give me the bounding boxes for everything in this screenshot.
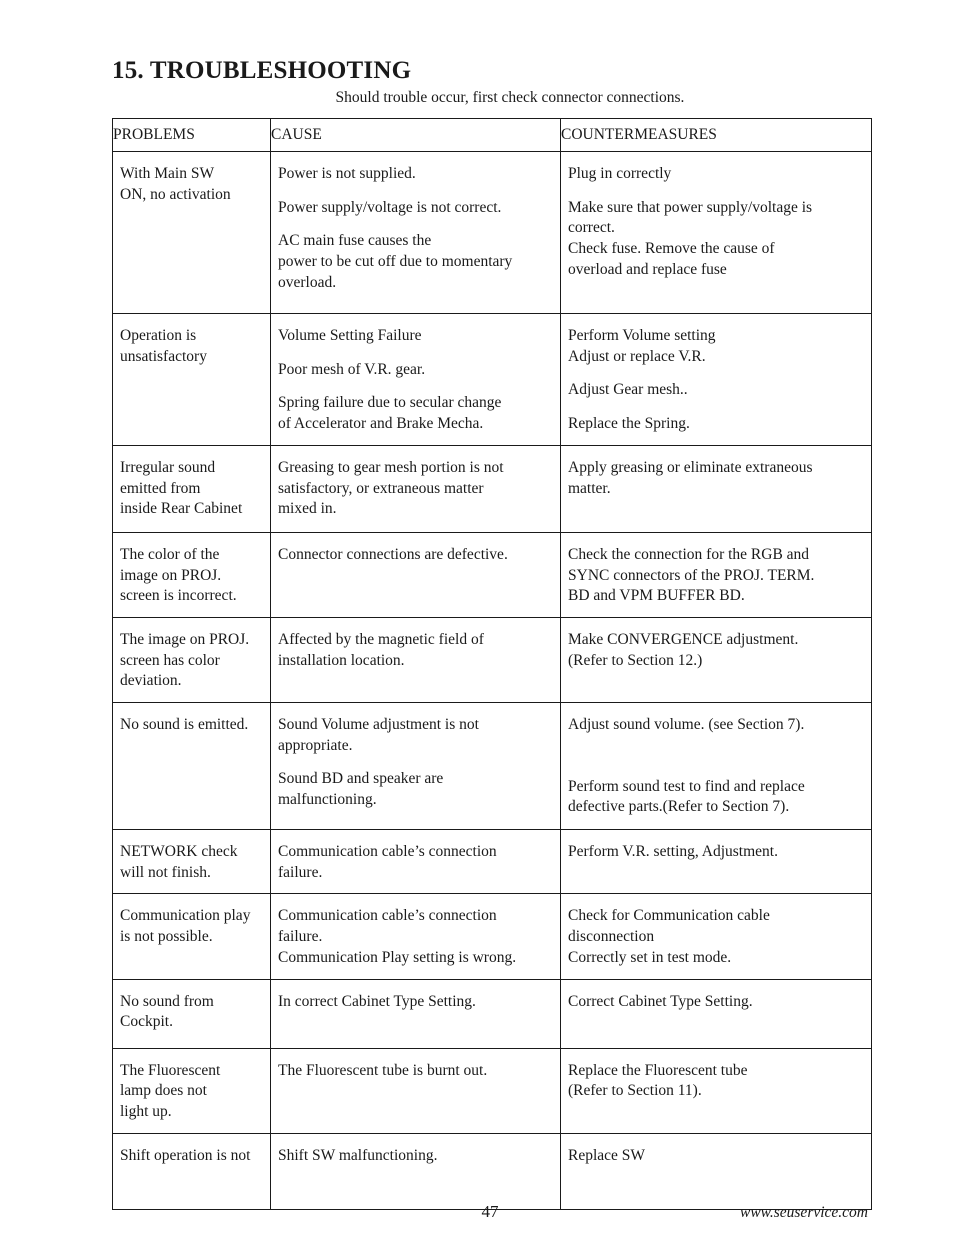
countermeasure-text: Perform V.R. setting, Adjustment.: [568, 843, 778, 861]
table-row: [113, 314, 872, 446]
problem-cell: [113, 445, 271, 532]
countermeasure-cell: [561, 617, 872, 702]
countermeasure-text: Perform Volume setting Adjust or replace V.R.: [568, 327, 716, 365]
page-subtitle: Should trouble occur, first check connector connections.: [335, 89, 685, 106]
countermeasure-text: Check the connection for the RGB and SYNC connectors of the PROJ. TERM. BD and VPM BUFFER BD.: [568, 545, 815, 605]
table-row: [113, 1133, 872, 1209]
table-body: [113, 152, 872, 1210]
problem-text: Shift operation is not: [120, 1146, 251, 1164]
cause-text: Greasing to gear mesh portion is not satisfactory, or extraneous matter mixed in.: [278, 458, 504, 518]
countermeasure-cell: [561, 532, 872, 617]
table-row: [113, 152, 872, 314]
countermeasure-text: Replace SW: [568, 1146, 646, 1164]
countermeasure-text: Replace the Fluorescent tube (Refer to Section 11).: [568, 1061, 748, 1100]
countermeasure-text: Replace the Spring.: [568, 415, 690, 433]
countermeasure-cell: [561, 152, 872, 314]
cause-text: Connector connections are defective.: [278, 545, 508, 563]
countermeasure-cell: [561, 894, 872, 979]
table-header-row: [113, 119, 872, 152]
page-title: 15. TROUBLESHOOTING: [112, 57, 412, 84]
cause-cell: [271, 830, 561, 894]
problem-cell: [113, 532, 271, 617]
countermeasure-cell: [561, 979, 872, 1048]
cause-text: Communication cable’s connection failure. Communication Play setting is wrong.: [278, 907, 517, 966]
header-countermeasures: COUNTERMEASURES: [561, 119, 872, 152]
problem-cell: [113, 894, 271, 979]
table-row: [113, 617, 872, 702]
cause-text: AC main fuse causes the power to be cut off due to momentary overload.: [278, 232, 513, 291]
problem-text: Operation is unsatisfactory: [120, 327, 207, 365]
problem-text: No sound from Cockpit.: [120, 992, 214, 1031]
problem-cell: [113, 617, 271, 702]
countermeasure-cell: [561, 830, 872, 894]
countermeasure-text: Make sure that power supply/voltage is correct. Check fuse. Remove the cause of overload and replace fuse: [568, 198, 813, 278]
cause-text: Shift SW malfunctioning.: [278, 1146, 438, 1164]
table-row: [113, 979, 872, 1048]
countermeasure-text: Plug in correctly: [568, 165, 672, 182]
header-problems: PROBLEMS: [113, 119, 271, 152]
cause-text: Affected by the magnetic field of installation location.: [278, 630, 484, 669]
countermeasure-cell: [561, 703, 872, 830]
cause-cell: [271, 1048, 561, 1133]
cause-text: Power is not supplied.: [278, 165, 416, 182]
cause-cell: [271, 1133, 561, 1209]
table-row: [113, 1048, 872, 1133]
cause-text: Sound Volume adjustment is not appropriate.: [278, 716, 479, 754]
problem-cell: [113, 314, 271, 446]
cause-text: Poor mesh of V.R. gear.: [278, 360, 426, 378]
countermeasure-text: Check for Communication cable disconnection Correctly set in test mode.: [568, 907, 770, 966]
problem-cell: [113, 830, 271, 894]
cause-cell: [271, 445, 561, 532]
cause-cell: [271, 532, 561, 617]
countermeasure-text: Adjust Gear mesh..: [568, 381, 688, 399]
countermeasure-text: Correct Cabinet Type Setting.: [568, 992, 753, 1010]
page-number: 47: [481, 1202, 499, 1221]
header-cause: CAUSE: [271, 119, 561, 152]
cause-text: In correct Cabinet Type Setting.: [278, 992, 476, 1010]
countermeasure-text: Make CONVERGENCE adjustment. (Refer to Section 12.): [568, 630, 799, 669]
table-row: [113, 703, 872, 830]
cause-cell: [271, 152, 561, 314]
cause-cell: [271, 703, 561, 830]
table-row: [113, 532, 872, 617]
countermeasure-cell: [561, 314, 872, 446]
countermeasure-cell: [561, 1048, 872, 1133]
table-row: [113, 445, 872, 532]
countermeasure-text: Perform sound test to find and replace defective parts.(Refer to Section 7).: [568, 777, 805, 816]
countermeasure-cell: [561, 1133, 872, 1209]
cause-text: Sound BD and speaker are malfunctioning.: [278, 770, 444, 809]
problem-text: NETWORK check will not finish.: [120, 843, 238, 881]
countermeasure-cell: [561, 445, 872, 532]
problem-cell: [113, 703, 271, 830]
troubleshooting-table: [112, 118, 872, 1210]
cause-text: Power supply/voltage is not correct.: [278, 198, 502, 216]
countermeasure-text: Adjust sound volume. (see Section 7).: [568, 716, 805, 734]
problem-cell: [113, 979, 271, 1048]
problem-cell: [113, 1133, 271, 1209]
problem-text: No sound is emitted.: [120, 716, 249, 734]
cause-cell: [271, 894, 561, 979]
problem-cell: [113, 1048, 271, 1133]
cause-text: Volume Setting Failure: [278, 327, 422, 344]
problem-text: The image on PROJ. screen has color deviation.: [120, 630, 250, 690]
problem-text: Communication play is not possible.: [120, 907, 251, 946]
cause-text: Spring failure due to secular change of Accelerator and Brake Mecha.: [278, 394, 502, 433]
cause-cell: [271, 617, 561, 702]
cause-text: The Fluorescent tube is burnt out.: [278, 1061, 488, 1079]
problem-text: With Main SW ON, no activation: [120, 165, 231, 203]
cause-cell: [271, 314, 561, 446]
table-row: [113, 830, 872, 894]
problem-text: The color of the image on PROJ. screen is incorrect.: [120, 545, 237, 605]
problem-cell: [113, 152, 271, 314]
problem-text: Irregular sound emitted from inside Rear Cabinet: [120, 458, 243, 518]
cause-text: Communication cable’s connection failure.: [278, 843, 497, 881]
countermeasure-text: Apply greasing or eliminate extraneous matter.: [568, 458, 813, 497]
problem-text: The Fluorescent lamp does not light up.: [120, 1061, 221, 1120]
footer-website: www.seuservice.com: [740, 1204, 868, 1221]
cause-cell: [271, 979, 561, 1048]
table-row: [113, 894, 872, 979]
